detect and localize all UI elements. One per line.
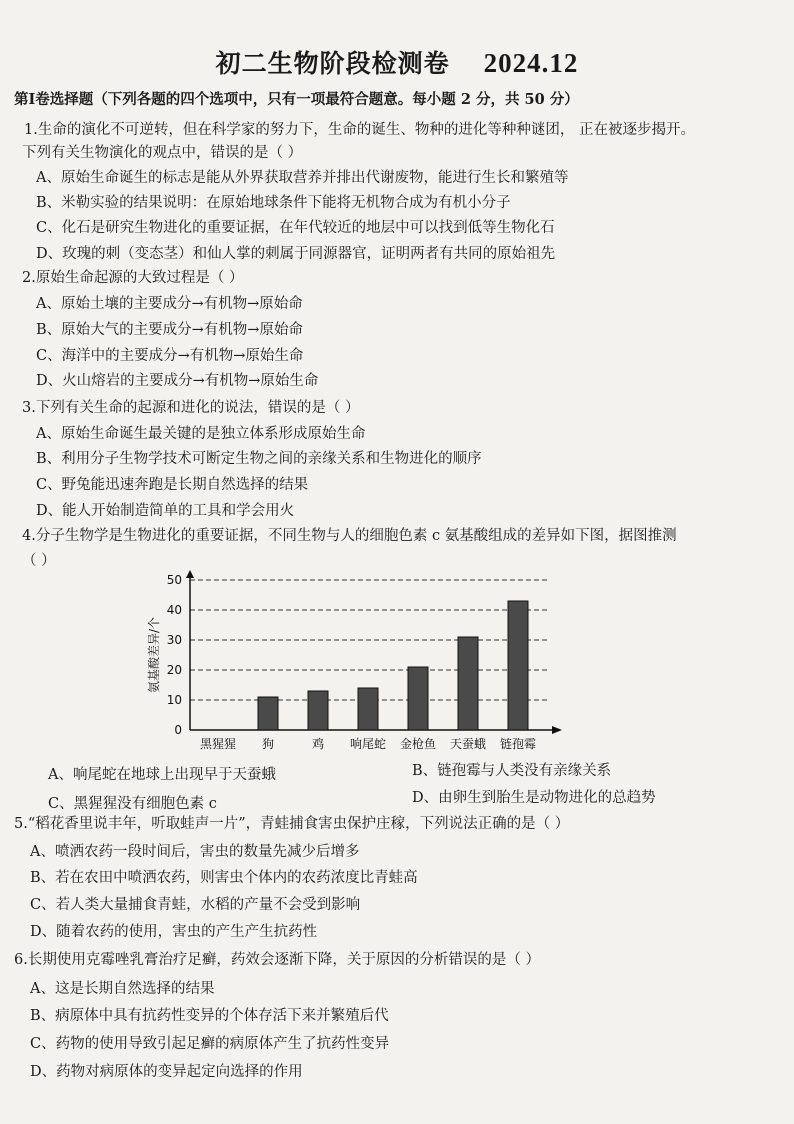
q5-option-c: C、若人类大量捕食青蛙，水稻的产量不会受到影响 — [30, 897, 361, 913]
title-text: 初二生物阶段检测卷 — [215, 49, 450, 78]
q4-stem-line1: 4.分子生物学是生物进化的重要证据，不同生物与人的细胞色素 c 氨基酸组成的差异如下图，据图推测 — [22, 528, 677, 544]
q2-stem: 2.原始生命起源的大致过程是（ ） — [22, 270, 244, 286]
q3-stem: 3.下列有关生命的起源和进化的说法，错误的是（ ） — [22, 400, 360, 416]
q3-option-c: C、野兔能迅速奔跑是长期自然选择的结果 — [36, 477, 309, 493]
q2-option-a: A、原始土壤的主要成分→有机物→原始命 — [36, 296, 303, 312]
bar — [508, 601, 528, 730]
q1-option-b: B、米勒实验的结果说明：在原始地球条件下能将无机物合成为有机小分子 — [36, 195, 511, 211]
q3-option-d: D、能人开始制造简单的工具和学会用火 — [36, 503, 295, 519]
q5-option-a: A、喷洒农药一段时间后，害虫的数量先减少后增多 — [30, 844, 360, 860]
q6-option-c: C、药物的使用导致引起足癣的病原体产生了抗药性变异 — [30, 1036, 390, 1052]
y-tick-label: 10 — [166, 693, 182, 707]
q1-option-a: A、原始生命诞生的标志是能从外界获取营养并排出代谢废物，能进行生长和繁殖等 — [36, 170, 569, 186]
x-tick-label: 黑猩猩 — [199, 737, 237, 751]
x-tick-label: 狗 — [261, 737, 275, 751]
bar — [408, 667, 428, 730]
x-tick-label: 响尾蛇 — [349, 737, 387, 751]
q4-stem-line2: （ ） — [22, 553, 56, 569]
y-tick-label: 50 — [166, 573, 182, 587]
q3-option-a: A、原始生命诞生最关键的是独立体系形成原始生命 — [36, 426, 366, 442]
q4-option-d: D、由卵生到胎生是动物进化的总趋势 — [412, 790, 656, 806]
q5-stem: 5.“稻花香里说丰年，听取蛙声一片”，青蛙捕食害虫保护庄稼，下列说法正确的是（ ） — [14, 816, 570, 832]
exam-title — [0, 44, 794, 80]
q2-option-b: B、原始大气的主要成分→有机物→原始命 — [36, 322, 303, 338]
y-tick-label: 40 — [166, 603, 182, 617]
q1-stem-line2: 下列有关生物演化的观点中，错误的是（ ） — [22, 145, 303, 161]
q6-option-a: A、这是长期自然选择的结果 — [30, 981, 215, 997]
y-axis-arrow — [186, 570, 194, 578]
q2-option-d: D、火山熔岩的主要成分→有机物→原始生命 — [36, 373, 319, 389]
y-axis-label: 氨基酸差异/个 — [147, 616, 161, 694]
q3-option-b: B、利用分子生物学技术可断定生物之间的亲缘关系和生物进化的顺序 — [36, 451, 482, 467]
bar — [358, 688, 378, 730]
bar — [308, 691, 328, 730]
y-tick-label: 20 — [166, 663, 182, 677]
x-tick-label: 鸡 — [311, 737, 325, 751]
q4-option-a: A、响尾蛇在地球上出现早于天蚕蛾 — [48, 767, 276, 783]
bar — [458, 637, 478, 730]
q6-option-b: B、病原体中具有抗药性变异的个体存活下来并繁殖后代 — [30, 1008, 389, 1024]
y-tick-label: 0 — [174, 723, 182, 737]
bar — [258, 697, 278, 730]
q4-option-c: C、黑猩猩没有细胞色素 c — [48, 796, 217, 812]
amino-acid-difference-chart — [140, 570, 570, 755]
q5-option-b: B、若在农田中喷洒农药，则害虫个体内的农药浓度比青蛙高 — [30, 870, 418, 886]
q1-option-d: D、玫瑰的刺（变态茎）和仙人掌的刺属于同源器官，证明两者有共同的原始祖先 — [36, 246, 556, 262]
q6-stem: 6.长期使用克霉唑乳膏治疗足癣，药效会逐渐下降，关于原因的分析错误的是（ ） — [14, 952, 540, 968]
q5-option-d: D、随着农药的使用，害虫的产生产生抗药性 — [30, 924, 318, 940]
q4-option-b: B、链孢霉与人类没有亲缘关系 — [412, 763, 612, 779]
q1-option-c: C、化石是研究生物进化的重要证据，在年代较近的地层中可以找到低等生物化石 — [36, 220, 555, 236]
section-heading: 第Ⅰ卷选择题（下列各题的四个选项中，只有一项最符合题意。每小题 2 分，共 50 分） — [14, 91, 579, 108]
x-tick-label: 天蚕蛾 — [449, 737, 487, 751]
x-tick-label: 链孢霉 — [499, 737, 537, 751]
x-axis-arrow — [552, 726, 562, 734]
exam-date: 2024.12 — [483, 48, 579, 78]
q1-stem-line1: 1.生命的演化不可逆转，但在科学家的努力下，生命的诞生、物种的进化等种种谜团， 正在被逐步揭开。 — [24, 122, 695, 138]
q6-option-d: D、药物对病原体的变异起定向选择的作用 — [30, 1064, 303, 1080]
y-tick-label: 30 — [166, 633, 182, 647]
q2-option-c: C、海洋中的主要成分→有机物→原始生命 — [36, 348, 304, 364]
x-tick-label: 金枪鱼 — [399, 737, 437, 751]
